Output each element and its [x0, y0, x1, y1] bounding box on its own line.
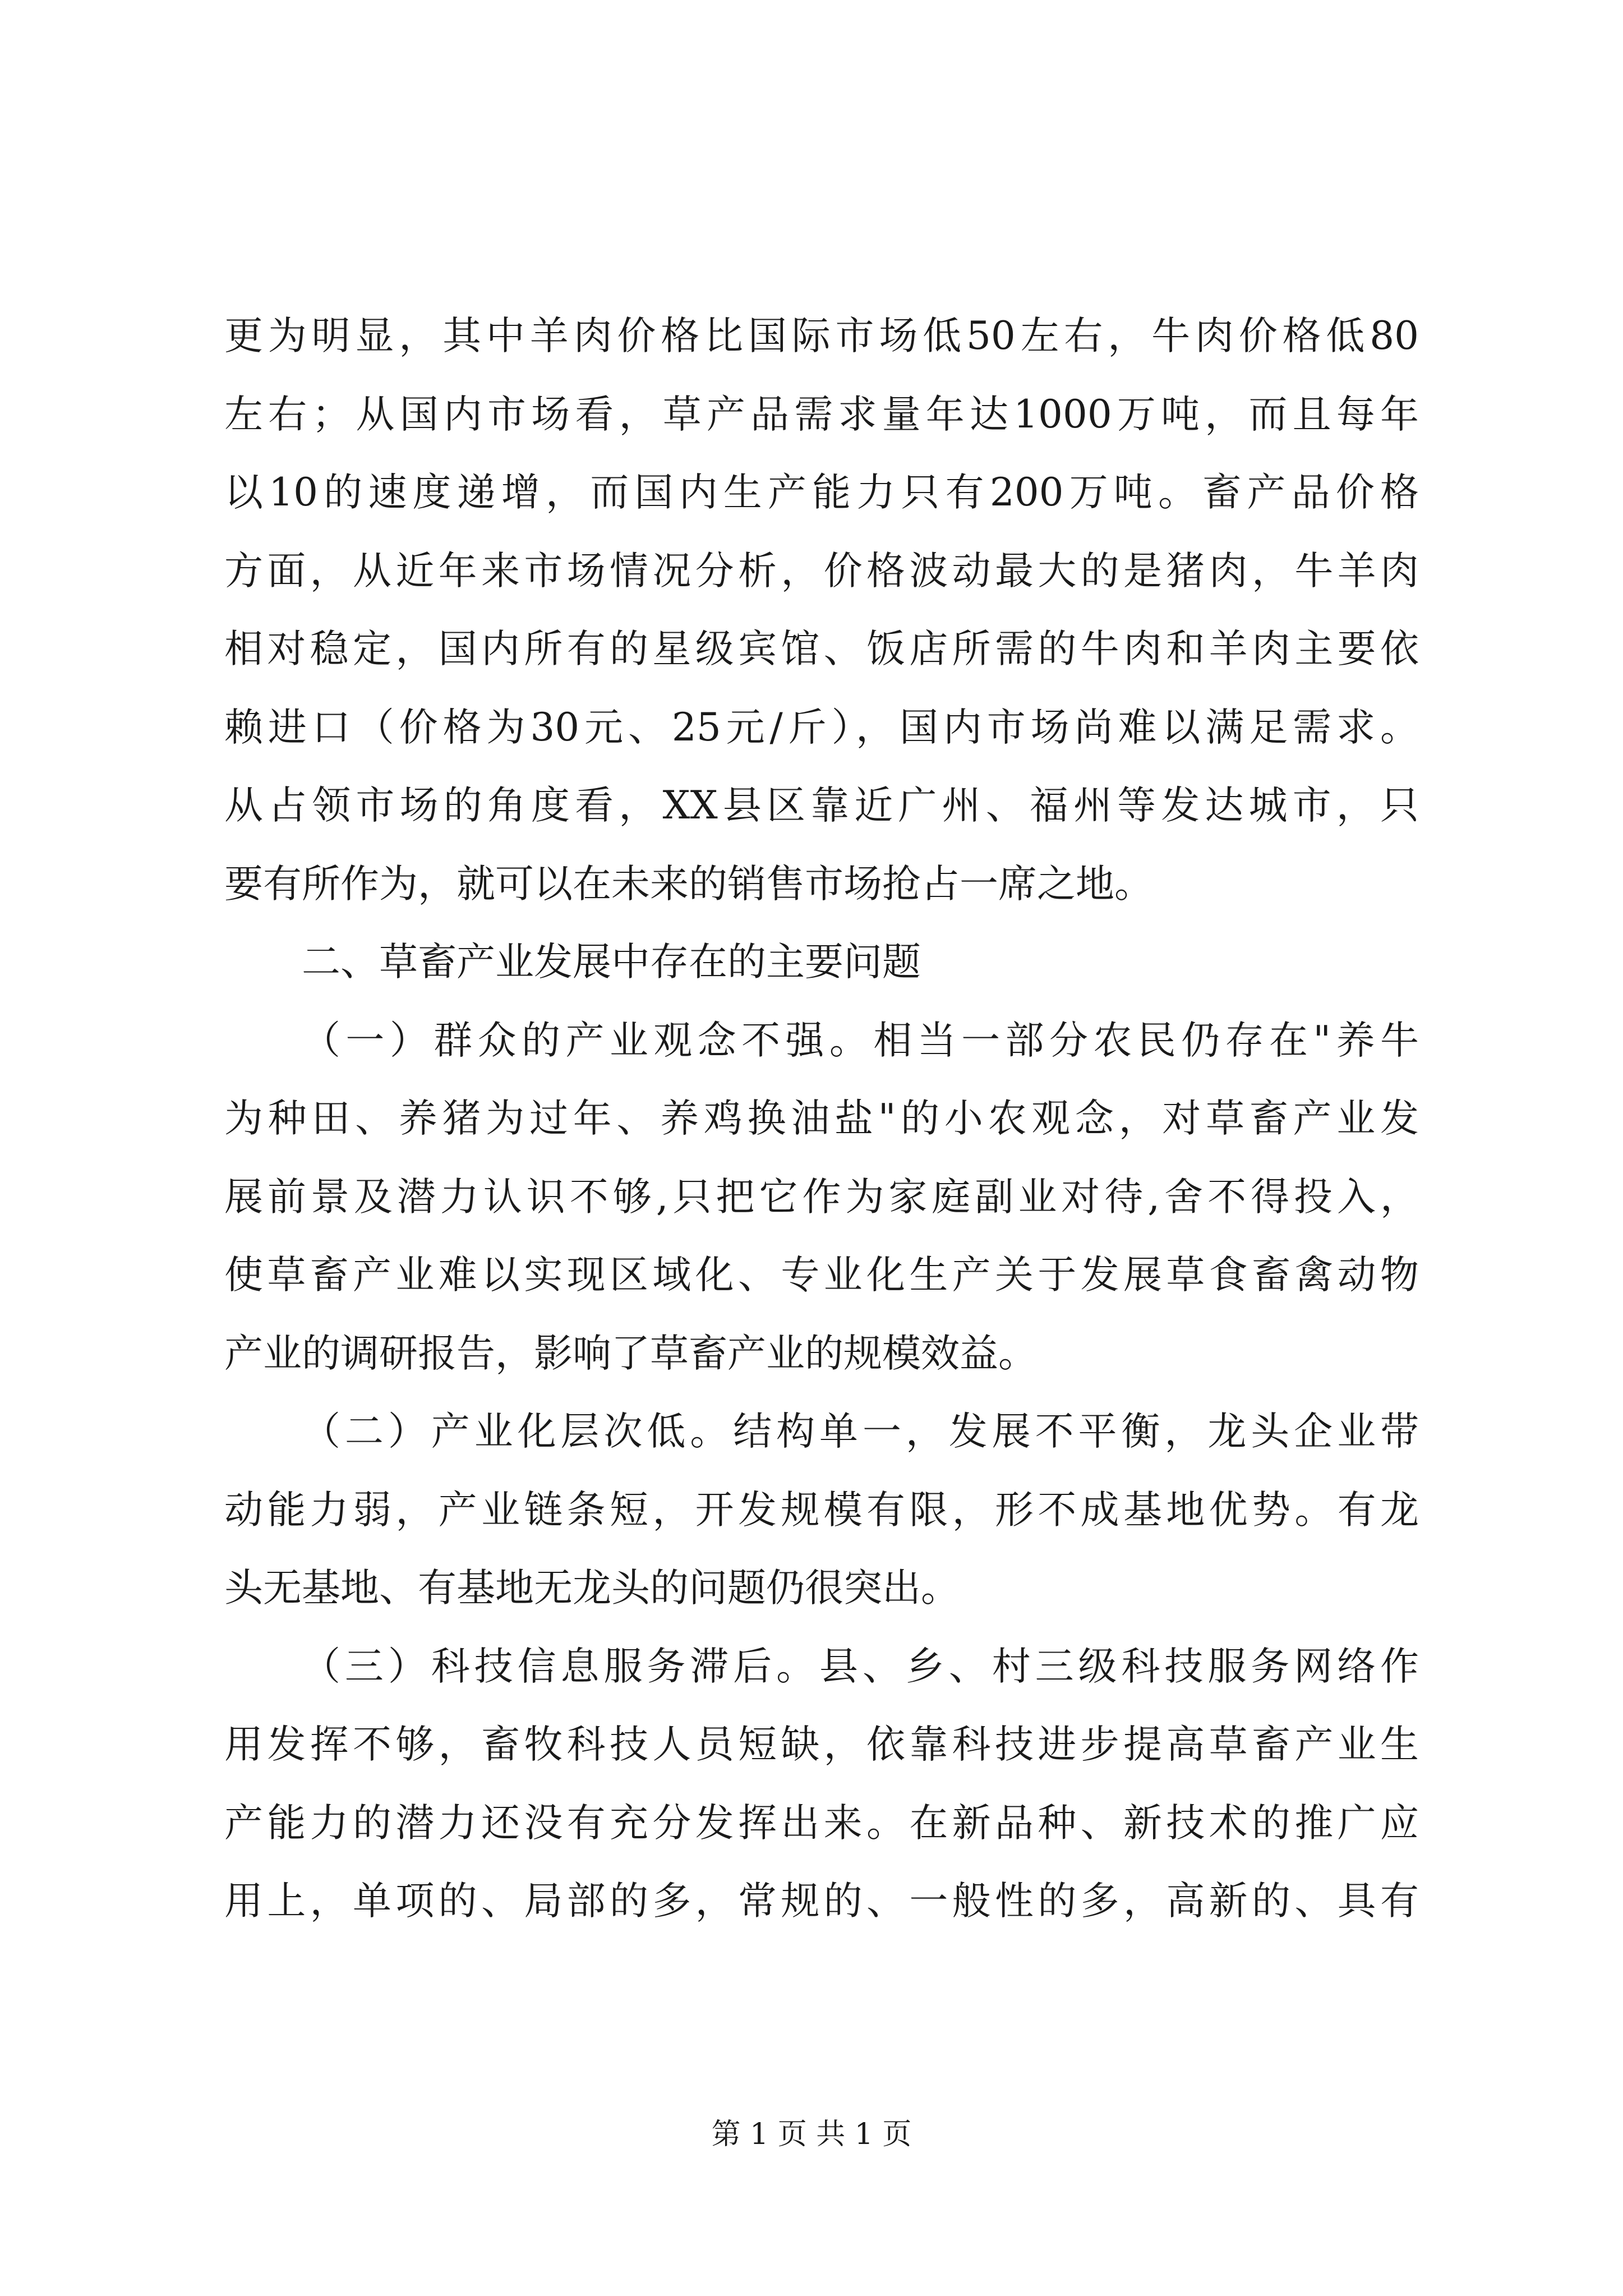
text-line: 使草畜产业难以实现区域化、专业化生产关于发展草食畜禽动物: [224, 1253, 1419, 1297]
text-line: 用发挥不够，畜牧科技人员短缺，依靠科技进步提高草畜产业生: [224, 1722, 1419, 1767]
section-heading: 二、草畜产业发展中存在的主要问题: [302, 940, 921, 984]
text-line: 从占领市场的角度看，XX县区靠近广州、福州等发达城市，只: [224, 783, 1419, 828]
page-footer: 第 1 页 共 1 页: [711, 2118, 912, 2151]
text-line: 更为明显，其中羊肉价格比国际市场低50左右，牛肉价格低80: [224, 314, 1419, 358]
text-line: 头无基地、有基地无龙头的问题仍很突出。: [224, 1566, 960, 1611]
text-line: （一）群众的产业观念不强。相当一部分农民仍存在"养牛: [302, 1018, 1419, 1063]
document-body: [224, 297, 1419, 1941]
text-line: 方面，从近年来市场情况分析，价格波动最大的是猪肉，牛羊肉: [224, 548, 1419, 593]
text-line: 产业的调研报告，影响了草畜产业的规模效益。: [224, 1331, 1037, 1376]
text-line: 展前景及潜力认识不够,只把它作为家庭副业对待,舍不得投入，: [224, 1174, 1419, 1220]
text-line: 用上，单项的、局部的多，常规的、一般性的多，高新的、具有: [224, 1879, 1419, 1924]
text-line: 动能力弱，产业链条短，开发规模有限，形不成基地优势。有龙: [224, 1487, 1419, 1533]
text-line: 产能力的潜力还没有充分发挥出来。在新品种、新技术的推广应: [224, 1800, 1419, 1846]
text-line: 赖进口（价格为30元、25元/斤），国内市场尚难以满足需求。: [224, 705, 1419, 750]
text-line: 为种田、养猪为过年、养鸡换油盐"的小农观念，对草畜产业发: [224, 1096, 1419, 1141]
text-line: 相对稳定，国内所有的星级宾馆、饭店所需的牛肉和羊肉主要依: [224, 627, 1419, 671]
text-line: 左右；从国内市场看，草产品需求量年达1000万吨，而且每年: [224, 392, 1419, 437]
text-line: 以10的速度递增，而国内生产能力只有200万吨。畜产品价格: [224, 470, 1419, 515]
text-line: （二）产业化层次低。结构单一，发展不平衡，龙头企业带: [302, 1409, 1419, 1454]
text-line: 要有所作为，就可以在未来的销售市场抢占一席之地。: [224, 861, 1153, 907]
text-line: （三）科技信息服务滞后。县、乡、村三级科技服务网络作: [302, 1644, 1419, 1689]
